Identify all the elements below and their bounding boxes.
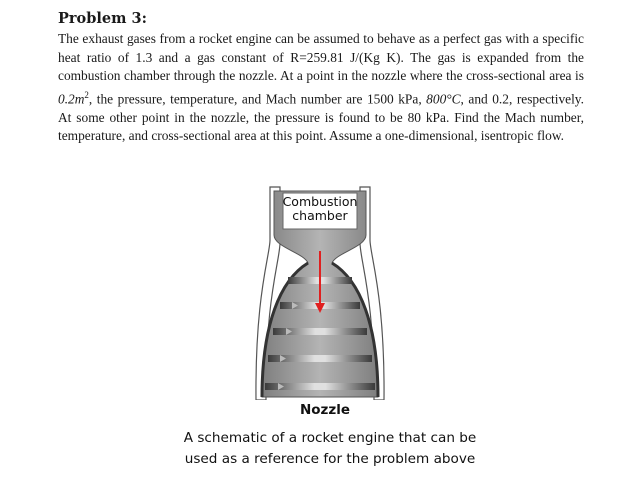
problem-text-mid: , the pressure, temperature, and Mach number are 1500 kPa, — [88, 91, 427, 107]
problem-body — [58, 30, 584, 146]
caption-line-1: A schematic of a rocket engine that can be — [183, 430, 477, 446]
area-value: 0.2m — [58, 91, 85, 107]
caption-line-2: used as a reference for the problem above — [184, 451, 476, 467]
rocket-engine-diagram — [250, 185, 390, 400]
problem-statement — [58, 10, 584, 146]
problem-text-tail: , and 0.2, respectively. At some other point in the nozzle, the pressure is found to be 80 kPa. Find the Mach number, temperature, and cross-sectional area at this point. Assume a one-dimensional, isentropic flow. — [58, 91, 584, 144]
chamber-label-line2: chamber — [292, 208, 348, 223]
nozzle-label: Nozzle — [299, 402, 351, 418]
chamber-label-line1: Combustion — [282, 194, 358, 209]
figure-caption — [140, 428, 520, 470]
area-exponent: 2 — [84, 89, 89, 100]
problem-text-lead: The exhaust gases from a rocket engine can be assumed to behave as a perfect gas with a specific heat ratio of 1.3 and a gas constant of R=259.81 J/(Kg K). The gas is expanded from the combustion chamber through the nozzle. At a point in the nozzle where the cross-sectional area is — [58, 31, 584, 84]
problem-title: Problem 3: — [58, 10, 147, 27]
temperature-value: 800°C — [426, 91, 461, 107]
